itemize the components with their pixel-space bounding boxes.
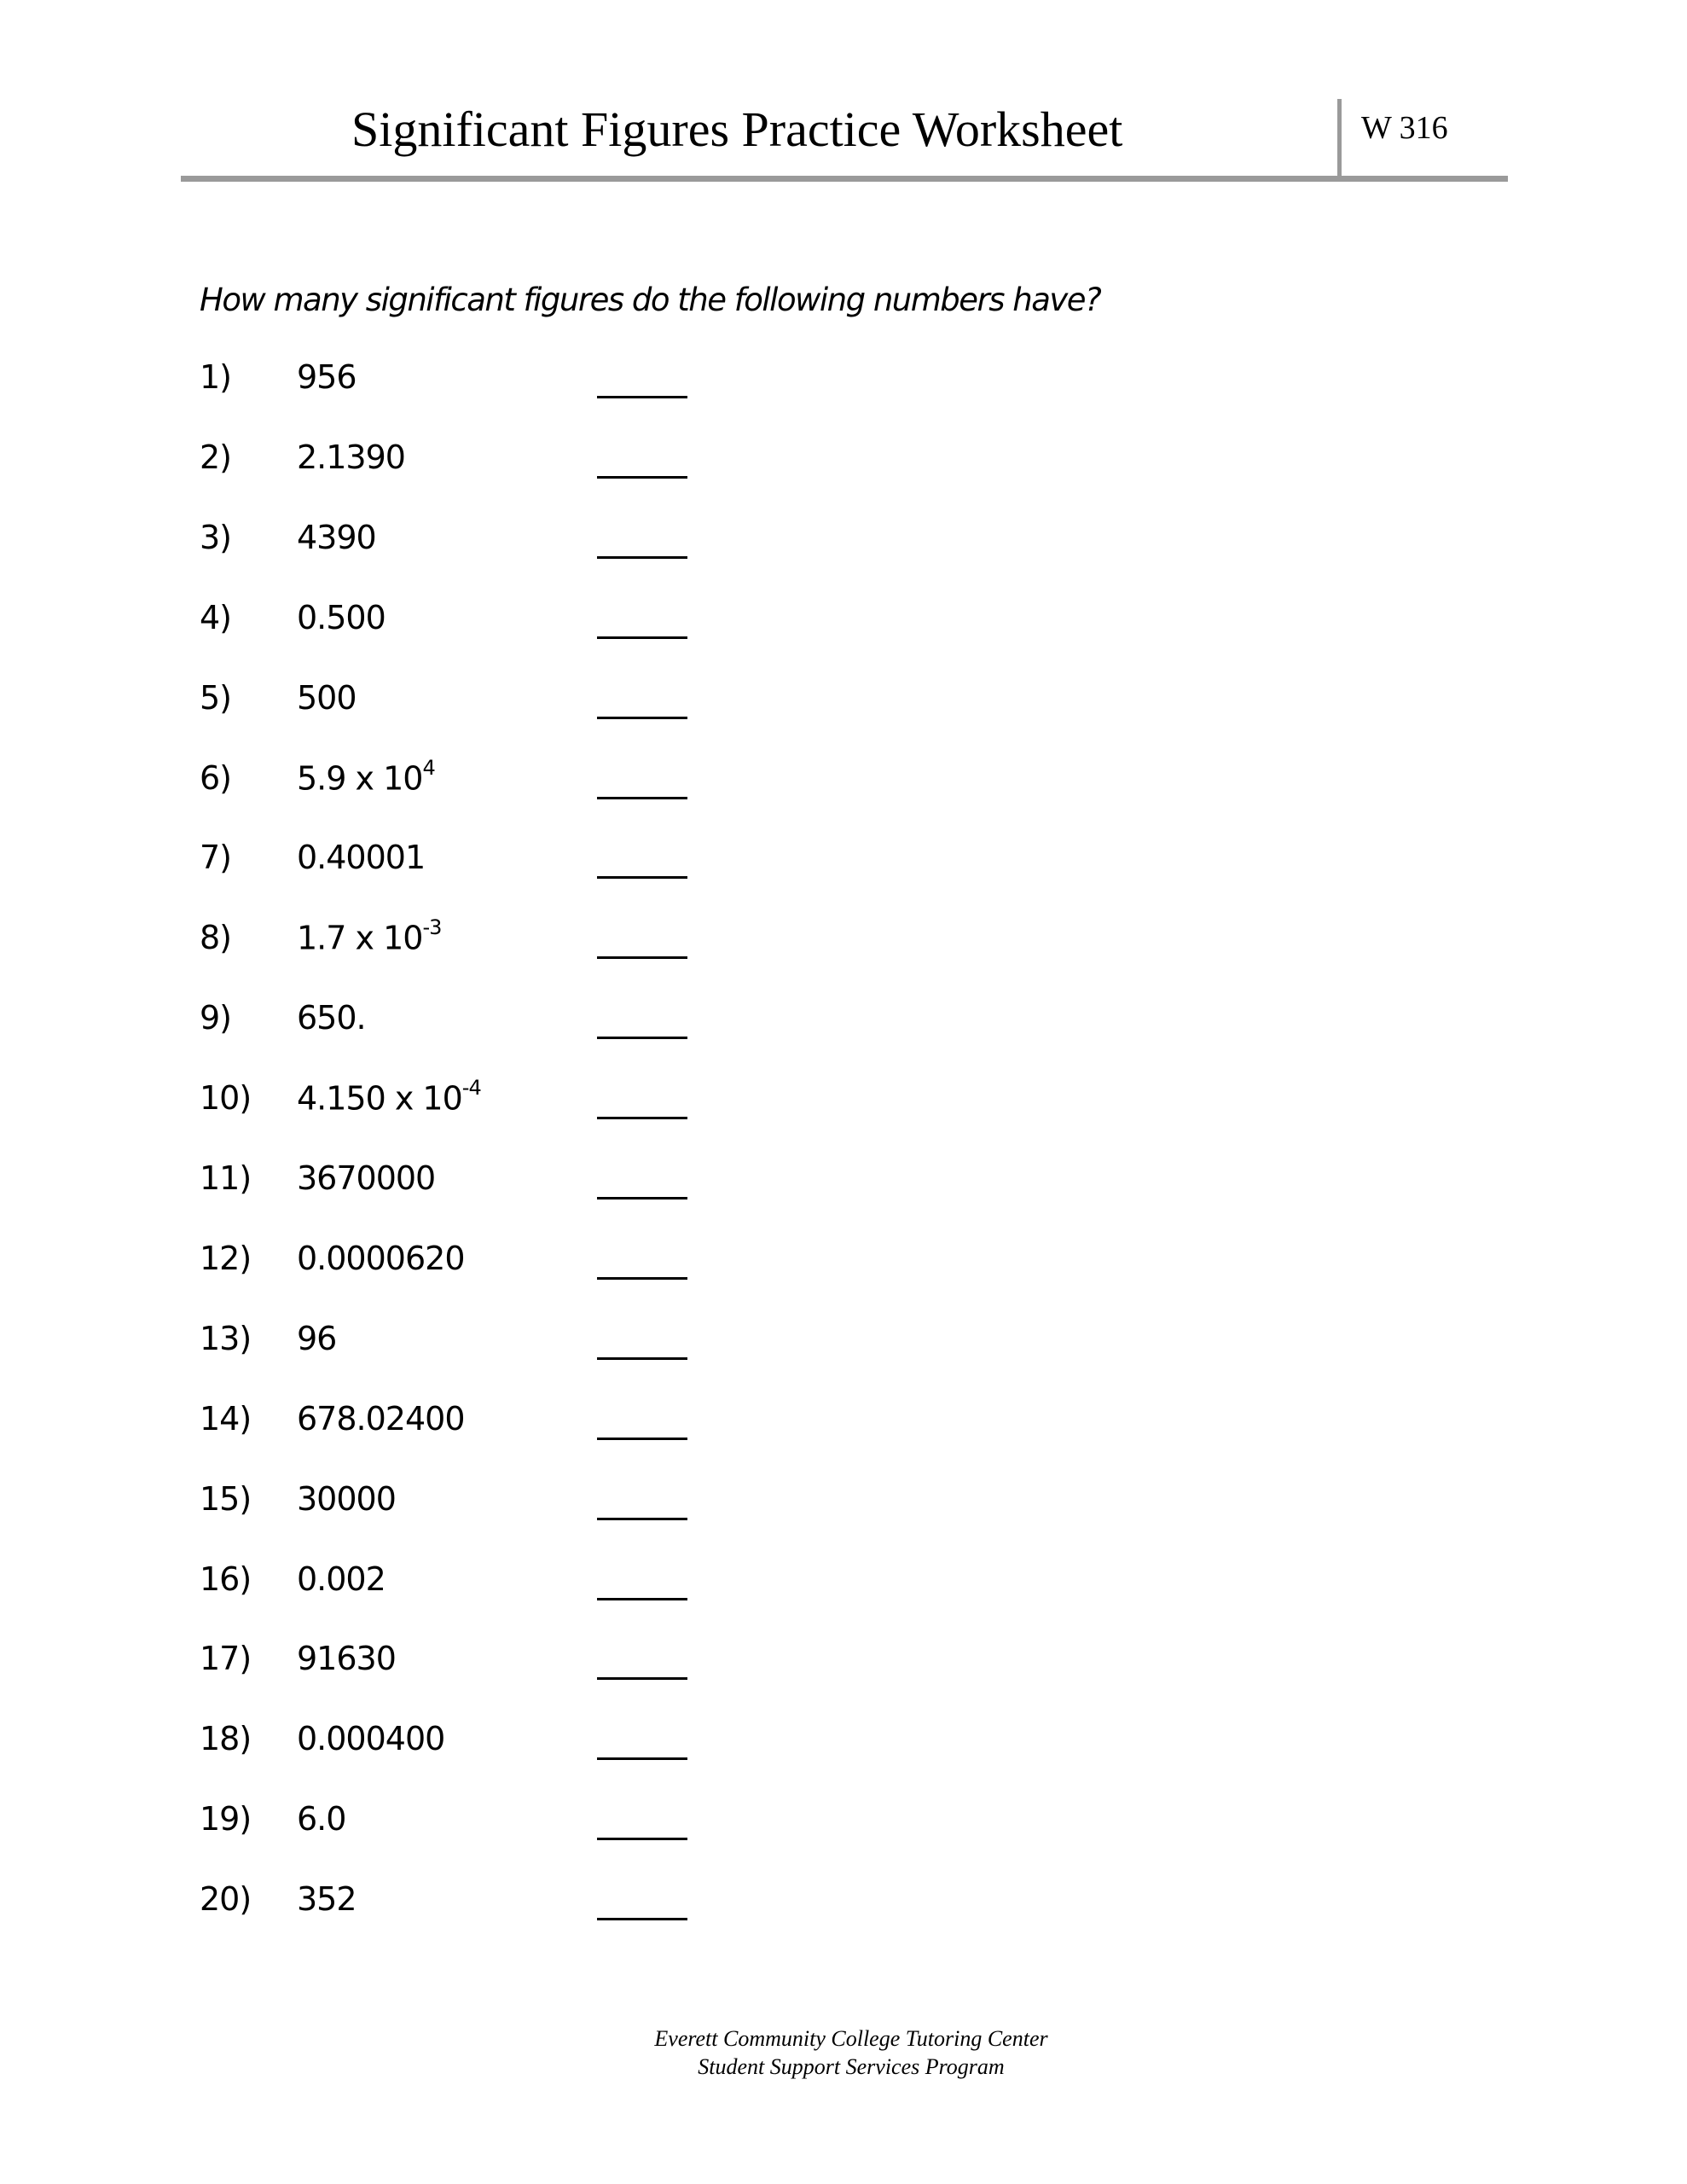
value-base: 0.002 xyxy=(297,1560,386,1598)
question-value xyxy=(297,755,435,798)
value-base: 0.000400 xyxy=(297,1720,445,1758)
instruction-text: How many significant figures do the following numbers have? xyxy=(200,282,1101,318)
question-item xyxy=(200,839,797,890)
question-item xyxy=(200,1800,797,1851)
footer-line-1: Everett Community College Tutoring Center xyxy=(654,2026,1048,2051)
question-value xyxy=(297,1640,396,1677)
value-base: 352 xyxy=(297,1880,357,1919)
question-item xyxy=(200,1640,797,1691)
footer-line-2: Student Support Services Program xyxy=(698,2054,1005,2079)
question-value xyxy=(297,358,357,396)
question-number: 14) xyxy=(200,1399,252,1438)
answer-blank[interactable] xyxy=(597,797,687,799)
question-item xyxy=(200,679,797,730)
question-value xyxy=(297,999,366,1037)
value-base: 4.150 x 10 xyxy=(297,1079,462,1118)
value-base: 30000 xyxy=(297,1479,396,1518)
answer-blank[interactable] xyxy=(597,396,687,398)
question-value xyxy=(297,1720,444,1757)
question-item xyxy=(200,1400,797,1451)
question-item xyxy=(200,999,797,1050)
question-number: 10) xyxy=(200,1079,252,1118)
question-value xyxy=(297,1076,481,1118)
question-item xyxy=(200,915,797,970)
question-number: 6) xyxy=(200,758,232,797)
answer-blank[interactable] xyxy=(597,1677,687,1680)
header-rule xyxy=(181,176,1508,182)
question-number: 16) xyxy=(200,1560,252,1598)
value-base: 650. xyxy=(297,999,366,1037)
question-value xyxy=(297,679,357,717)
value-base: 91630 xyxy=(297,1640,396,1678)
answer-blank[interactable] xyxy=(597,1277,687,1280)
value-base: 2.1390 xyxy=(297,438,405,476)
question-value xyxy=(297,519,376,556)
question-number: 13) xyxy=(200,1319,252,1357)
value-base: 3670000 xyxy=(297,1159,436,1197)
question-number: 2) xyxy=(200,438,232,476)
question-value xyxy=(297,439,405,476)
footer xyxy=(0,2024,1687,2081)
answer-blank[interactable] xyxy=(597,1918,687,1920)
value-base: 4390 xyxy=(297,518,376,556)
answer-blank[interactable] xyxy=(597,1598,687,1600)
value-base: 678.02400 xyxy=(297,1399,465,1438)
question-item xyxy=(200,358,797,410)
value-base: 0.40001 xyxy=(297,839,426,877)
answer-blank[interactable] xyxy=(597,876,687,879)
question-value xyxy=(297,1880,357,1918)
question-value xyxy=(297,1320,336,1357)
answer-blank[interactable] xyxy=(597,717,687,719)
question-item xyxy=(200,1076,797,1130)
answer-blank[interactable] xyxy=(597,956,687,959)
answer-blank[interactable] xyxy=(597,1757,687,1760)
question-item xyxy=(200,439,797,490)
header-divider xyxy=(1337,99,1342,179)
page-title: Significant Figures Practice Worksheet xyxy=(351,102,1123,157)
question-number: 7) xyxy=(200,839,232,877)
value-base: 6.0 xyxy=(297,1800,346,1838)
value-exponent: -3 xyxy=(422,915,442,940)
answer-blank[interactable] xyxy=(597,1197,687,1199)
question-number: 20) xyxy=(200,1880,252,1919)
question-item xyxy=(200,1480,797,1531)
question-number: 11) xyxy=(200,1159,252,1197)
question-value xyxy=(297,1560,386,1598)
answer-blank[interactable] xyxy=(597,1518,687,1520)
worksheet-code: W 316 xyxy=(1361,110,1448,146)
question-value xyxy=(297,1159,435,1197)
question-number: 19) xyxy=(200,1800,252,1838)
answer-blank[interactable] xyxy=(597,1838,687,1840)
answer-blank[interactable] xyxy=(597,476,687,479)
value-base: 96 xyxy=(297,1319,337,1357)
answer-blank[interactable] xyxy=(597,556,687,559)
answer-blank[interactable] xyxy=(597,636,687,639)
answer-blank[interactable] xyxy=(597,1037,687,1039)
answer-blank[interactable] xyxy=(597,1357,687,1360)
question-item xyxy=(200,519,797,570)
question-value xyxy=(297,915,442,957)
answer-blank[interactable] xyxy=(597,1438,687,1440)
question-value xyxy=(297,1800,345,1838)
question-number: 3) xyxy=(200,518,232,556)
question-item xyxy=(200,1240,797,1291)
question-number: 15) xyxy=(200,1479,252,1518)
question-number: 5) xyxy=(200,678,232,717)
value-base: 0.0000620 xyxy=(297,1239,465,1277)
question-item xyxy=(200,755,797,810)
value-base: 5.9 x 10 xyxy=(297,759,423,798)
question-value xyxy=(297,1240,465,1277)
question-item xyxy=(200,1880,797,1931)
question-number: 18) xyxy=(200,1720,252,1758)
question-number: 12) xyxy=(200,1239,252,1277)
question-number: 9) xyxy=(200,999,232,1037)
value-base: 500 xyxy=(297,678,357,717)
question-number: 8) xyxy=(200,919,232,957)
question-value xyxy=(297,1480,396,1518)
question-value xyxy=(297,599,386,636)
value-base: 956 xyxy=(297,358,357,396)
value-base: 0.500 xyxy=(297,598,386,636)
answer-blank[interactable] xyxy=(597,1117,687,1119)
question-number: 4) xyxy=(200,598,232,636)
value-exponent: 4 xyxy=(422,755,435,780)
question-item xyxy=(200,1720,797,1771)
question-number: 17) xyxy=(200,1640,252,1678)
question-item xyxy=(200,599,797,650)
question-value xyxy=(297,839,425,876)
question-item xyxy=(200,1560,797,1612)
value-exponent: -4 xyxy=(461,1076,481,1101)
question-item xyxy=(200,1320,797,1371)
question-value xyxy=(297,1400,465,1438)
question-number: 1) xyxy=(200,358,232,396)
question-item xyxy=(200,1159,797,1211)
value-base: 1.7 x 10 xyxy=(297,919,423,957)
